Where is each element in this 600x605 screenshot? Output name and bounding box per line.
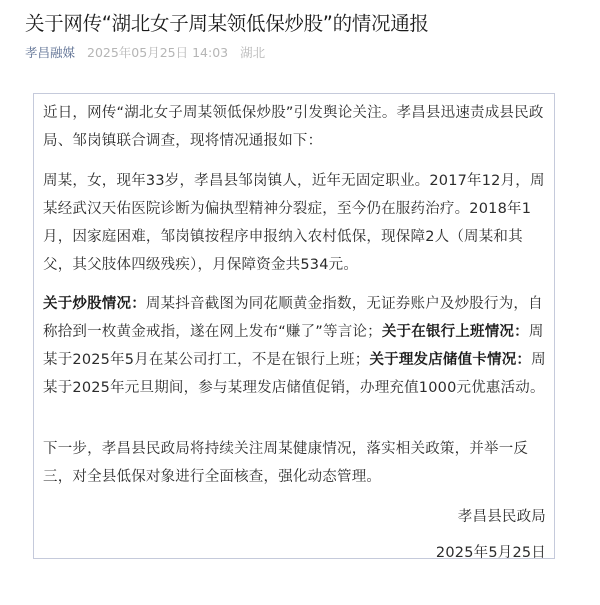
text-barber-card: 周某于2025年元旦期间，参与某理发店储值促销，办理充值1000元优惠活动。 bbox=[43, 352, 546, 396]
paragraph-intro: 近日，网传“湖北女子周某领低保炒股”引发舆论关注。孝昌县迅速责成县民政局、邹岗镇联合调查，现将情况通报如下： bbox=[43, 105, 544, 149]
paragraph-next-steps: 下一步，孝昌县民政局将持续关注周某健康情况，落实相关政策，并举一反三，对全县低保对象进行全面核查，强化动态管理。 bbox=[43, 441, 529, 485]
signature-date: 2025年5月25日 bbox=[435, 545, 546, 561]
notice-box bbox=[33, 93, 555, 559]
text-bank-job: 周某于2025年5月在某公司打工，不是在银行上班； bbox=[43, 324, 544, 368]
article-title: 关于网传“湖北女子周某领低保炒股”的情况通报 bbox=[25, 12, 429, 35]
publish-time: 2025年05月25日 14:03 bbox=[87, 45, 229, 60]
signature-org: 孝昌县民政局 bbox=[457, 509, 546, 525]
heading-barber-card: 关于理发店储值卡情况： bbox=[369, 352, 532, 368]
source-link[interactable]: 孝昌融媒 bbox=[25, 45, 76, 60]
paragraph-clarifications bbox=[43, 290, 548, 402]
article-meta bbox=[25, 43, 265, 61]
heading-bank-job: 关于在银行上班情况： bbox=[381, 324, 529, 340]
text-stocks: 周某抖音截图为同花顺黄金指数，无证券账户及炒股行为，自称拾到一枚黄金戒指，遂在网上发布“赚了”等言论； bbox=[43, 296, 543, 340]
publish-location: 湖北 bbox=[240, 45, 266, 60]
heading-stocks: 关于炒股情况： bbox=[43, 296, 146, 312]
paragraph-background: 周某，女，现年33岁，孝昌县邹岗镇人，近年无固定职业。2017年12月，周某经武汉天佑医院诊断为偏执型精神分裂症，至今仍在服药治疗。2018年1月，因家庭困难，邹岗镇按程序申报纳入农村低保，现保障2人（周某和其父，其父肢体四级残疾），月保障资金共534元。 bbox=[43, 173, 545, 273]
